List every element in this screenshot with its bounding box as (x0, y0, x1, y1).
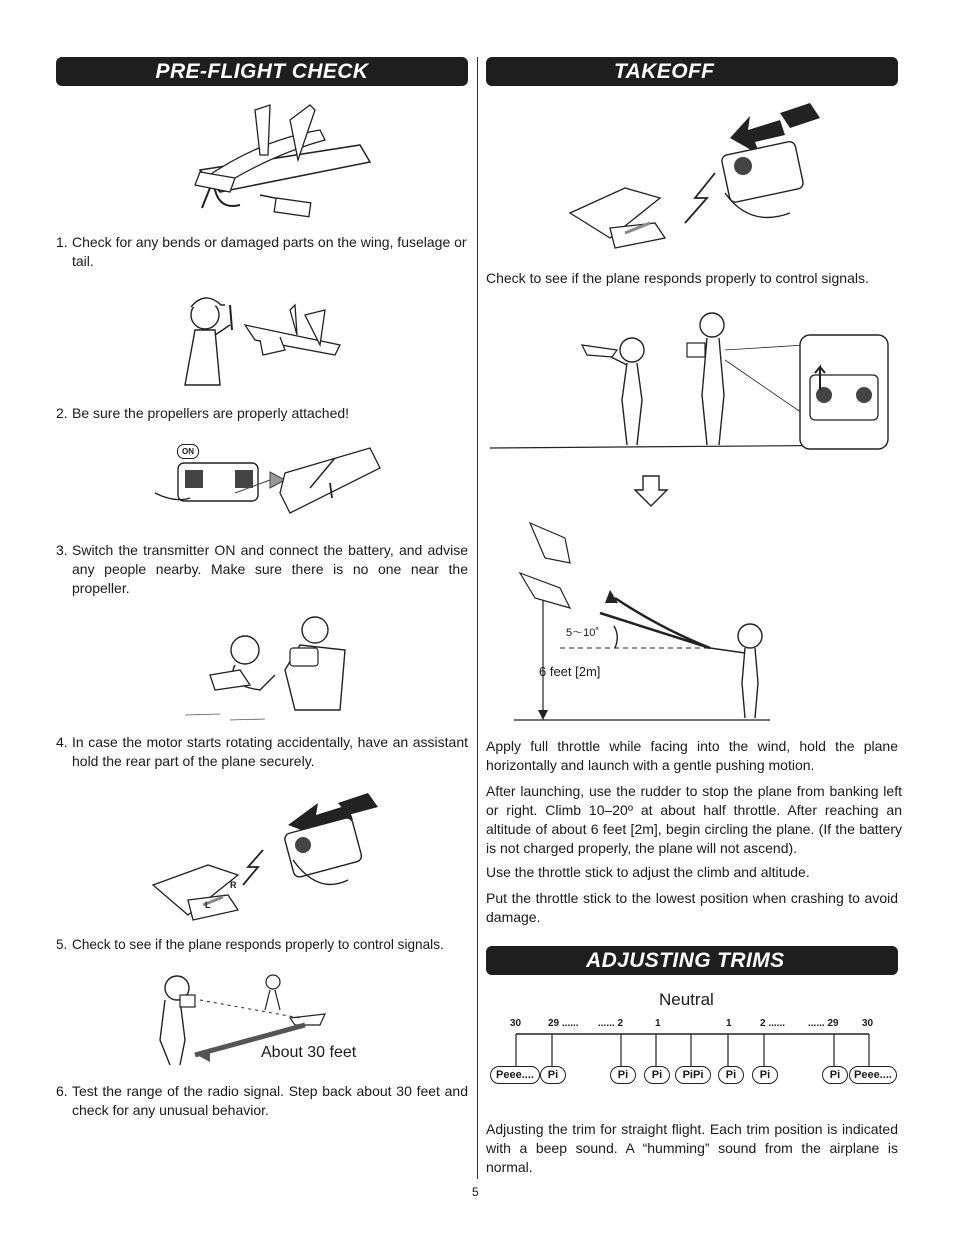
takeoff-title: TAKEOFF (614, 60, 715, 83)
preflight-step-6: 6. Test the range of the radio signal. Step back about 30 feet and check for any unusual behavior. (56, 1083, 468, 1118)
rudder-right-label: R (230, 880, 237, 890)
trims-title: ADJUSTING TRIMS (586, 949, 785, 972)
takeoff-paragraph-4: Put the throttle stick to the lowest position when crashing to avoid damage. (486, 890, 898, 925)
takeoff-check-text: Check to see if the plane responds properly to control signals. (486, 270, 869, 286)
trim-sound: Pi (752, 1066, 778, 1084)
takeoff-header (486, 57, 898, 86)
trim-sound: Peee.... (849, 1066, 897, 1084)
trim-number: ...... 29 (808, 1018, 839, 1029)
trim-sound: Pi (822, 1066, 848, 1084)
trim-sound: PiPi (675, 1066, 711, 1084)
trims-header (486, 946, 898, 975)
airplane-illustration (160, 100, 375, 225)
preflight-step-1: 1. Check for any bends or damaged parts on the wing, fuselage or tail. (56, 234, 467, 269)
preflight-step-2: 2. Be sure the propellers are properly attached! (56, 405, 350, 421)
angle-label: 5〜10˚ (566, 627, 600, 639)
preflight-title: PRE-FLIGHT CHECK (155, 60, 369, 83)
trims-description: Adjusting the trim for straight flight. Each trim position is indicated with a beep sound. A “humming” sound from the airplane is normal. (486, 1121, 898, 1175)
control-signal-illustration-left (148, 785, 383, 930)
trim-number: 1 (726, 1018, 732, 1029)
trim-number: ...... 2 (598, 1018, 624, 1029)
trim-sound: Pi (610, 1066, 636, 1084)
trim-number: 2 ...... (760, 1018, 786, 1029)
takeoff-paragraph-1: Apply full throttle while facing into the wind, hold the plane horizontally and launch with a gentle pushing motion. (486, 738, 898, 773)
range-label: About 30 feet (261, 1044, 357, 1061)
trim-sound: Peee.... (490, 1066, 540, 1084)
preflight-step-5: 5. Check to see if the plane responds properly to control signals. (56, 937, 444, 952)
on-badge: ON (177, 444, 199, 459)
preflight-step-4: 4. In case the motor starts rotating accidentally, have an assistant hold the rear part of the plane securely. (56, 734, 468, 769)
launch-trajectory-illustration (510, 518, 775, 723)
trim-number: 30 (862, 1018, 874, 1029)
height-label: 6 feet [2m] (539, 664, 601, 679)
launch-stance-illustration (487, 305, 892, 455)
preflight-step-3: 3. Switch the transmitter ON and connect the battery, and advise any people nearby. Make sure there is no one near the propeller. (56, 542, 468, 596)
trim-sound: Pi (718, 1066, 744, 1084)
page-number: 5 (472, 1185, 479, 1199)
takeoff-paragraph-2: After launching, use the rudder to stop the plane from banking left or right. Climb 10–20º at about half throttle. After reaching an altitude of about 6 feet [2m], begin circling the plane. (If the battery is not charged properly, the plane will not ascend). (486, 783, 902, 856)
preflight-header (56, 57, 468, 86)
trim-number: 30 (510, 1018, 522, 1029)
rudder-left-label: L (205, 900, 211, 910)
down-arrow-icon (633, 475, 669, 508)
trim-number: 1 (655, 1018, 661, 1029)
neutral-label: Neutral (659, 990, 714, 1009)
propeller-check-illustration (175, 285, 345, 395)
control-signal-illustration-right (565, 98, 825, 258)
takeoff-paragraph-3: Use the throttle stick to adjust the climb and altitude. (486, 864, 810, 880)
column-divider (477, 57, 478, 1179)
trim-scale (486, 1030, 898, 1070)
trim-sound: Pi (540, 1066, 566, 1084)
trim-sound: Pi (644, 1066, 670, 1084)
assistant-holding-illustration (180, 610, 355, 725)
trim-number: 29 ...... (548, 1018, 579, 1029)
